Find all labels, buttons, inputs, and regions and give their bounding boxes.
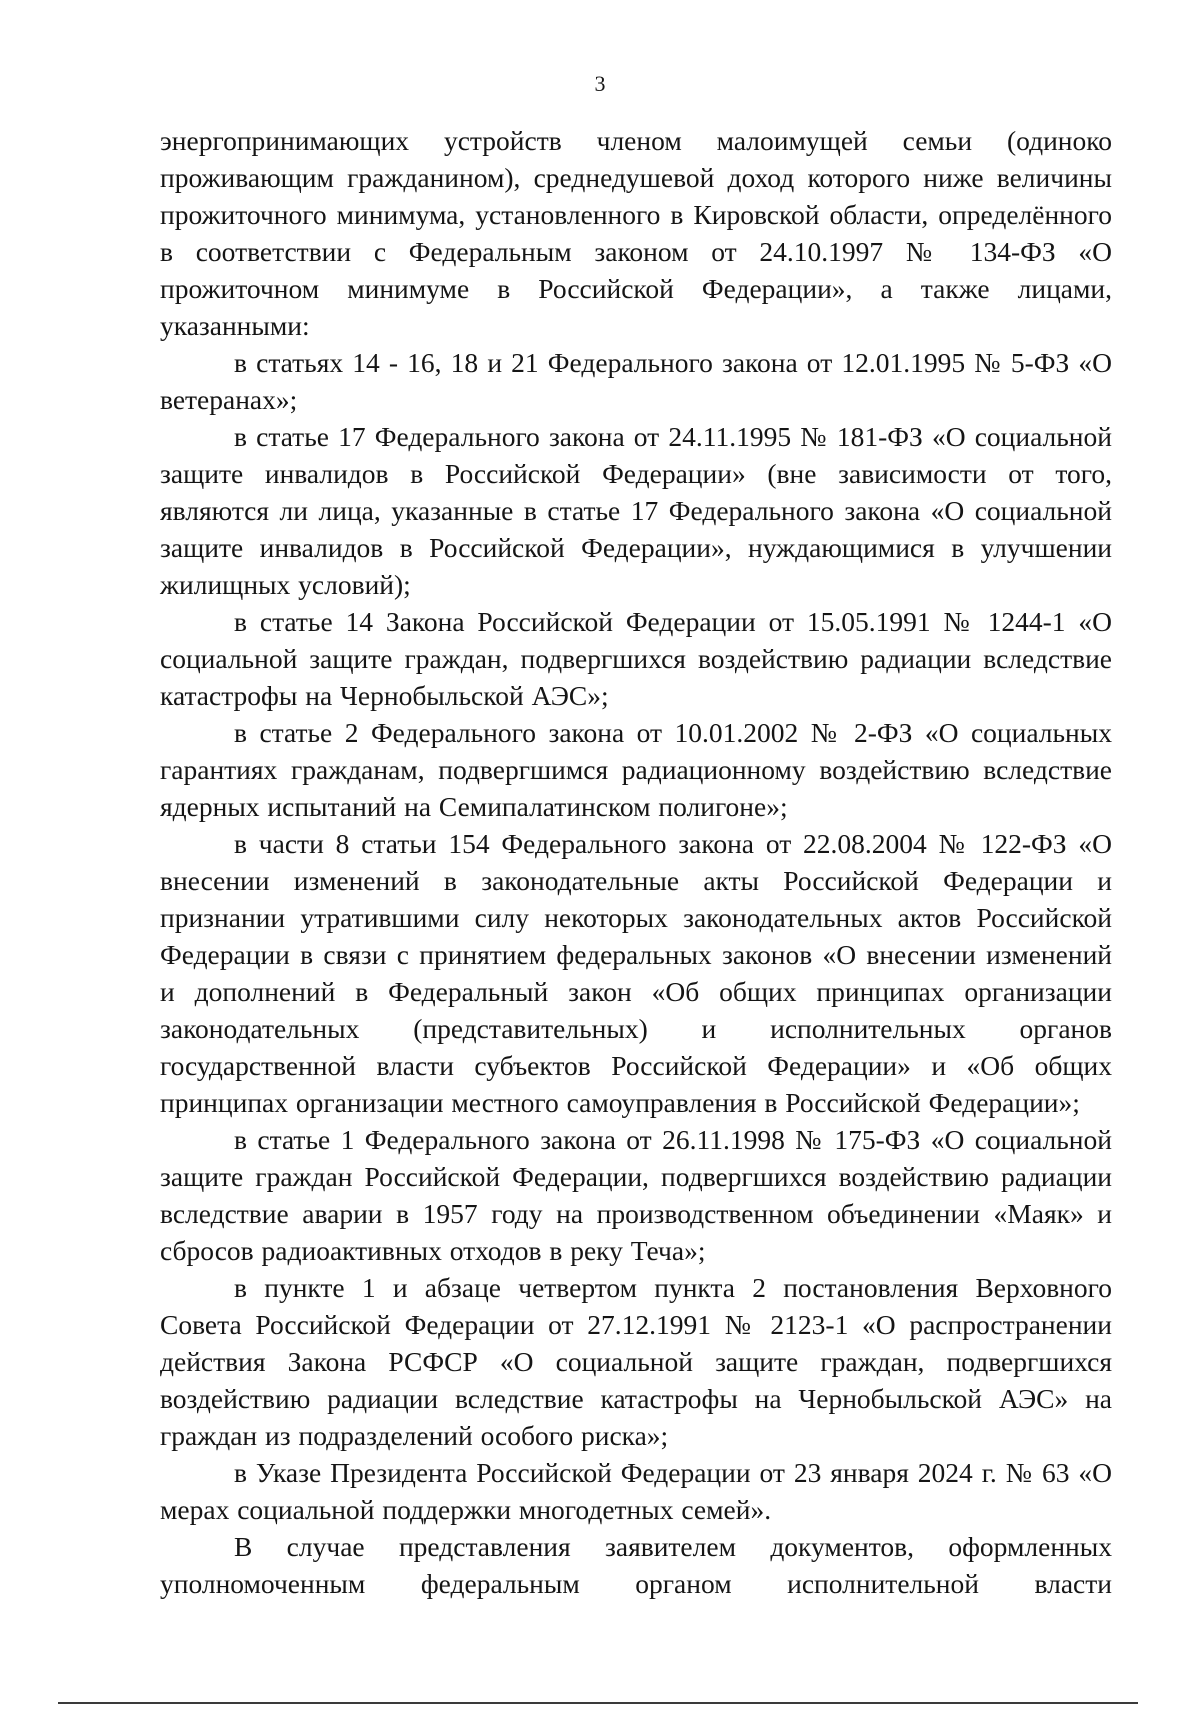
bottom-divider bbox=[58, 1702, 1138, 1704]
paragraph-disabled-persons-law: в статье 17 Федерального закона от 24.11.1995 № 181-ФЗ «О социальной защите инвалидов в Российской Федерации» (вне зависимости от того, являются ли лица, указанные в статье 17 Федерального закона «О социальной защите инвалидов в Российской Федерации», нуждающимися в улучшении жилищных условий); bbox=[160, 421, 1112, 600]
paragraph-supreme-council-resolution: в пункте 1 и абзаце четвертом пункта 2 постановления Верховного Совета Российской Федерации от 27.12.1991 № 2123-1 «О распространении действия Закона РСФСР «О социальной защите граждан, подвергшихся воздействию радиации вследствие катастрофы на Чернобыльской АЭС» на граждан из подразделений особого риска»; bbox=[160, 1272, 1112, 1451]
paragraph-continuation: энергопринимающих устройств членом малоимущей семьи (одиноко проживающим гражданином), среднедушевой доход которого ниже величины прожиточного минимума, установленного в Кировской области, определённого в соответствии с Федеральным законом от 24.10.1997 № 134-ФЗ «О прожиточном минимуме в Российской Федерации», а также лицами, указанными: bbox=[160, 125, 1112, 341]
paragraph-presidential-decree: в Указе Президента Российской Федерации от 23 января 2024 г. № 63 «О мерах социальной поддержки многодетных семей». bbox=[160, 1457, 1112, 1525]
paragraph-veterans-law: в статьях 14 - 16, 18 и 21 Федерального закона от 12.01.1995 № 5-ФЗ «О ветеранах»; bbox=[160, 347, 1112, 415]
paragraph-122-fz-law: в части 8 статьи 154 Федерального закона от 22.08.2004 № 122-ФЗ «О внесении изменений в законодательные акты Российской Федерации и признании утратившими силу некоторых законодательных актов Российской Федерации в связи с принятием федеральных законов «О внесении изменений и дополнений в Федеральный закон «Об общих принципах организации законодательных (представительных) и исполнительных органов государственной власти субъектов Российской Федерации» и «Об общих принципах организации местного самоуправления в Российской Федерации»; bbox=[160, 828, 1112, 1118]
document-body bbox=[160, 122, 1112, 1602]
page-number: 3 bbox=[594, 71, 606, 96]
paragraph-semipalatinsk-law: в статье 2 Федерального закона от 10.01.2002 № 2-ФЗ «О социальных гарантиях гражданам, подвергшимся радиационному воздействию вследствие ядерных испытаний на Семипалатинском полигоне»; bbox=[160, 717, 1112, 822]
paragraph-mayak-law: в статье 1 Федерального закона от 26.11.1998 № 175-ФЗ «О социальной защите граждан Российской Федерации, подвергшихся воздействию радиации вследствие аварии в 1957 году на производственном объединении «Маяк» и сбросов радиоактивных отходов в реку Теча»; bbox=[160, 1124, 1112, 1266]
paragraph-chernobyl-law: в статье 14 Закона Российской Федерации от 15.05.1991 № 1244-1 «О социальной защите граждан, подвергшихся воздействию радиации вследствие катастрофы на Чернобыльской АЭС»; bbox=[160, 606, 1112, 711]
paragraph-documents-case: В случае представления заявителем документов, оформленных уполномоченным федеральным органом исполнительной власти bbox=[160, 1531, 1112, 1599]
